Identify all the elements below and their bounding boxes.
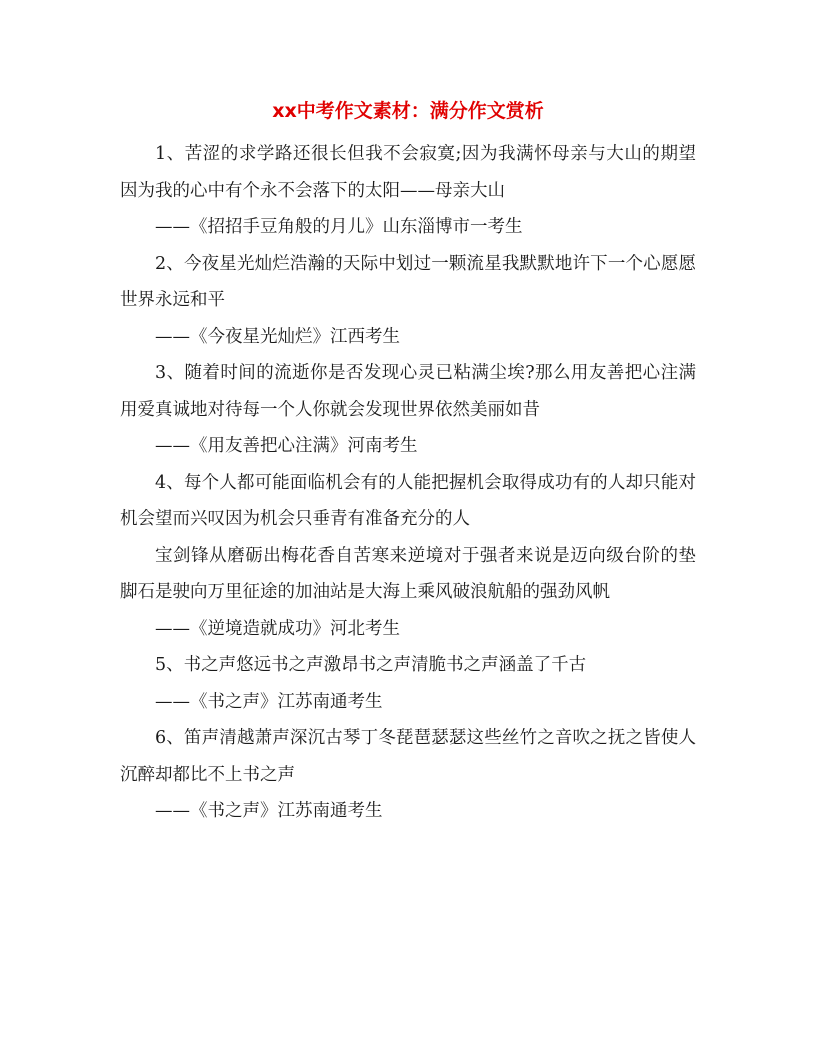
paragraph-5: 5、书之声悠远书之声激昂书之声清脆书之声涵盖了千古 bbox=[155, 655, 587, 675]
paragraph-6: 6、笛声清越萧声深沉古琴丁冬琵琶瑟瑟这些丝竹之音吹之抚之皆使人沉醉却都比不上书之声 bbox=[120, 728, 696, 785]
paragraph-1: 1、苦涩的求学路还很长但我不会寂寞;因为我满怀母亲与大山的期望因为我的心中有个永不会落下的太阳——母亲大山 bbox=[120, 144, 696, 201]
source-line-5: ——《书之声》江苏南通考生 bbox=[155, 691, 383, 712]
document-body bbox=[120, 136, 696, 830]
paragraph-4b: 宝剑锋从磨砺出梅花香自苦寒来逆境对于强者来说是迈向级台阶的垫脚石是驶向万里征途的加油站是大海上乘风破浪航船的强劲风帆 bbox=[120, 545, 696, 602]
source-line-3: ——《用友善把心注满》河南考生 bbox=[155, 436, 418, 456]
source-line-2: ——《今夜星光灿烂》江西考生 bbox=[155, 326, 400, 347]
paragraph-3: 3、随着时间的流逝你是否发现心灵已粘满尘埃?那么用友善把心注满用爱真诚地对待每一个人你就会发现世界依然美丽如昔 bbox=[120, 363, 696, 420]
source-line-1: ——《招招手豆角般的月儿》山东淄博市一考生 bbox=[155, 217, 523, 237]
source-line-6: ——《书之声》江苏南通考生 bbox=[155, 801, 383, 821]
document-title: xx中考作文素材：满分作文赏析 bbox=[272, 100, 544, 122]
paragraph-2: 2、今夜星光灿烂浩瀚的天际中划过一颗流星我默默地许下一个心愿愿世界永远和平 bbox=[120, 253, 696, 310]
source-line-4: ——《逆境造就成功》河北考生 bbox=[155, 618, 400, 639]
paragraph-4: 4、每个人都可能面临机会有的人能把握机会取得成功有的人却只能对机会望而兴叹因为机会只垂青有准备充分的人 bbox=[120, 472, 696, 529]
